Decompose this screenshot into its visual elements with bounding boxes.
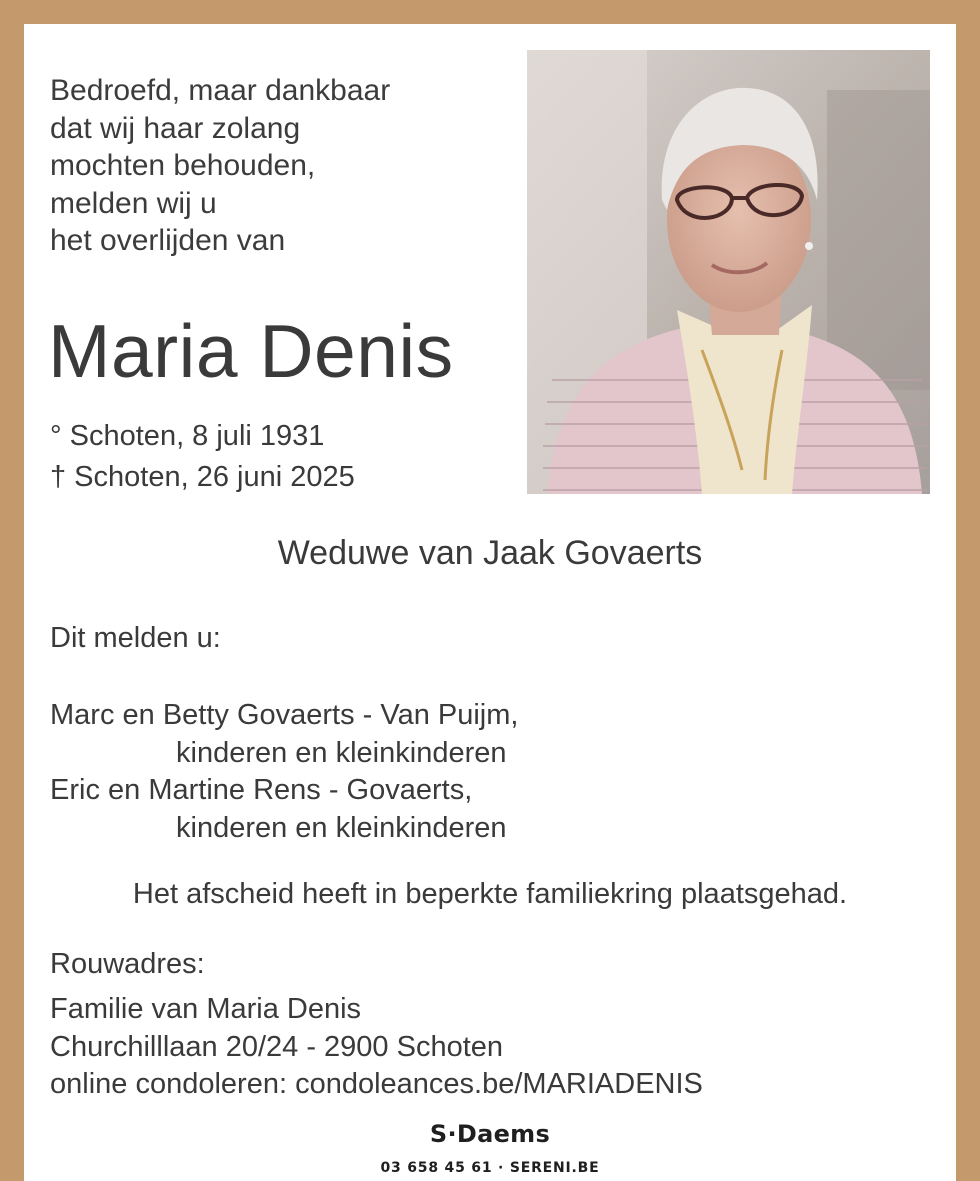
intro-line: mochten behouden, [50,149,316,183]
portrait-photo [527,50,930,494]
intro-text [50,72,390,260]
family-list [50,697,518,847]
address-line: online condoleren: condoleances.be/MARIADENIS [50,1068,703,1100]
intro-line: Bedroefd, maar dankbaar [50,74,391,107]
funeral-home-contact: 03 658 45 61 · SERENI.BE [380,1160,600,1176]
deceased-name: Maria Denis [48,309,454,393]
address-block [50,991,703,1104]
death-line: † Schoten, 26 juni 2025 [50,461,355,493]
address-line: Familie van Maria Denis [50,993,362,1025]
address-heading: Rouwadres: [50,948,205,980]
farewell-line: Het afscheid heeft in beperkte familiekring plaatsgehad. [132,878,848,910]
intro-line: melden wij u [50,186,217,220]
obituary-card [24,24,956,1181]
intro-line: dat wij haar zolang [50,111,301,145]
funeral-home-logo: S·Daems [429,1120,551,1148]
family-names: Marc en Betty Govaerts - Van Puijm, [50,699,519,731]
birth-line: ° Schoten, 8 juli 1931 [50,420,325,452]
family-relation: kinderen en kleinkinderen [176,811,507,844]
announcers-intro: Dit melden u: [50,622,221,654]
family-names: Eric en Martine Rens - Govaerts, [50,774,473,806]
intro-line: het overlijden van [50,224,286,258]
family-relation: kinderen en kleinkinderen [176,736,507,769]
portrait-illustration [527,50,930,494]
widow-line: Weduwe van Jaak Govaerts [277,534,703,572]
life-dates [50,416,355,498]
address-line: Churchilllaan 20/24 - 2900 Schoten [50,1030,504,1063]
